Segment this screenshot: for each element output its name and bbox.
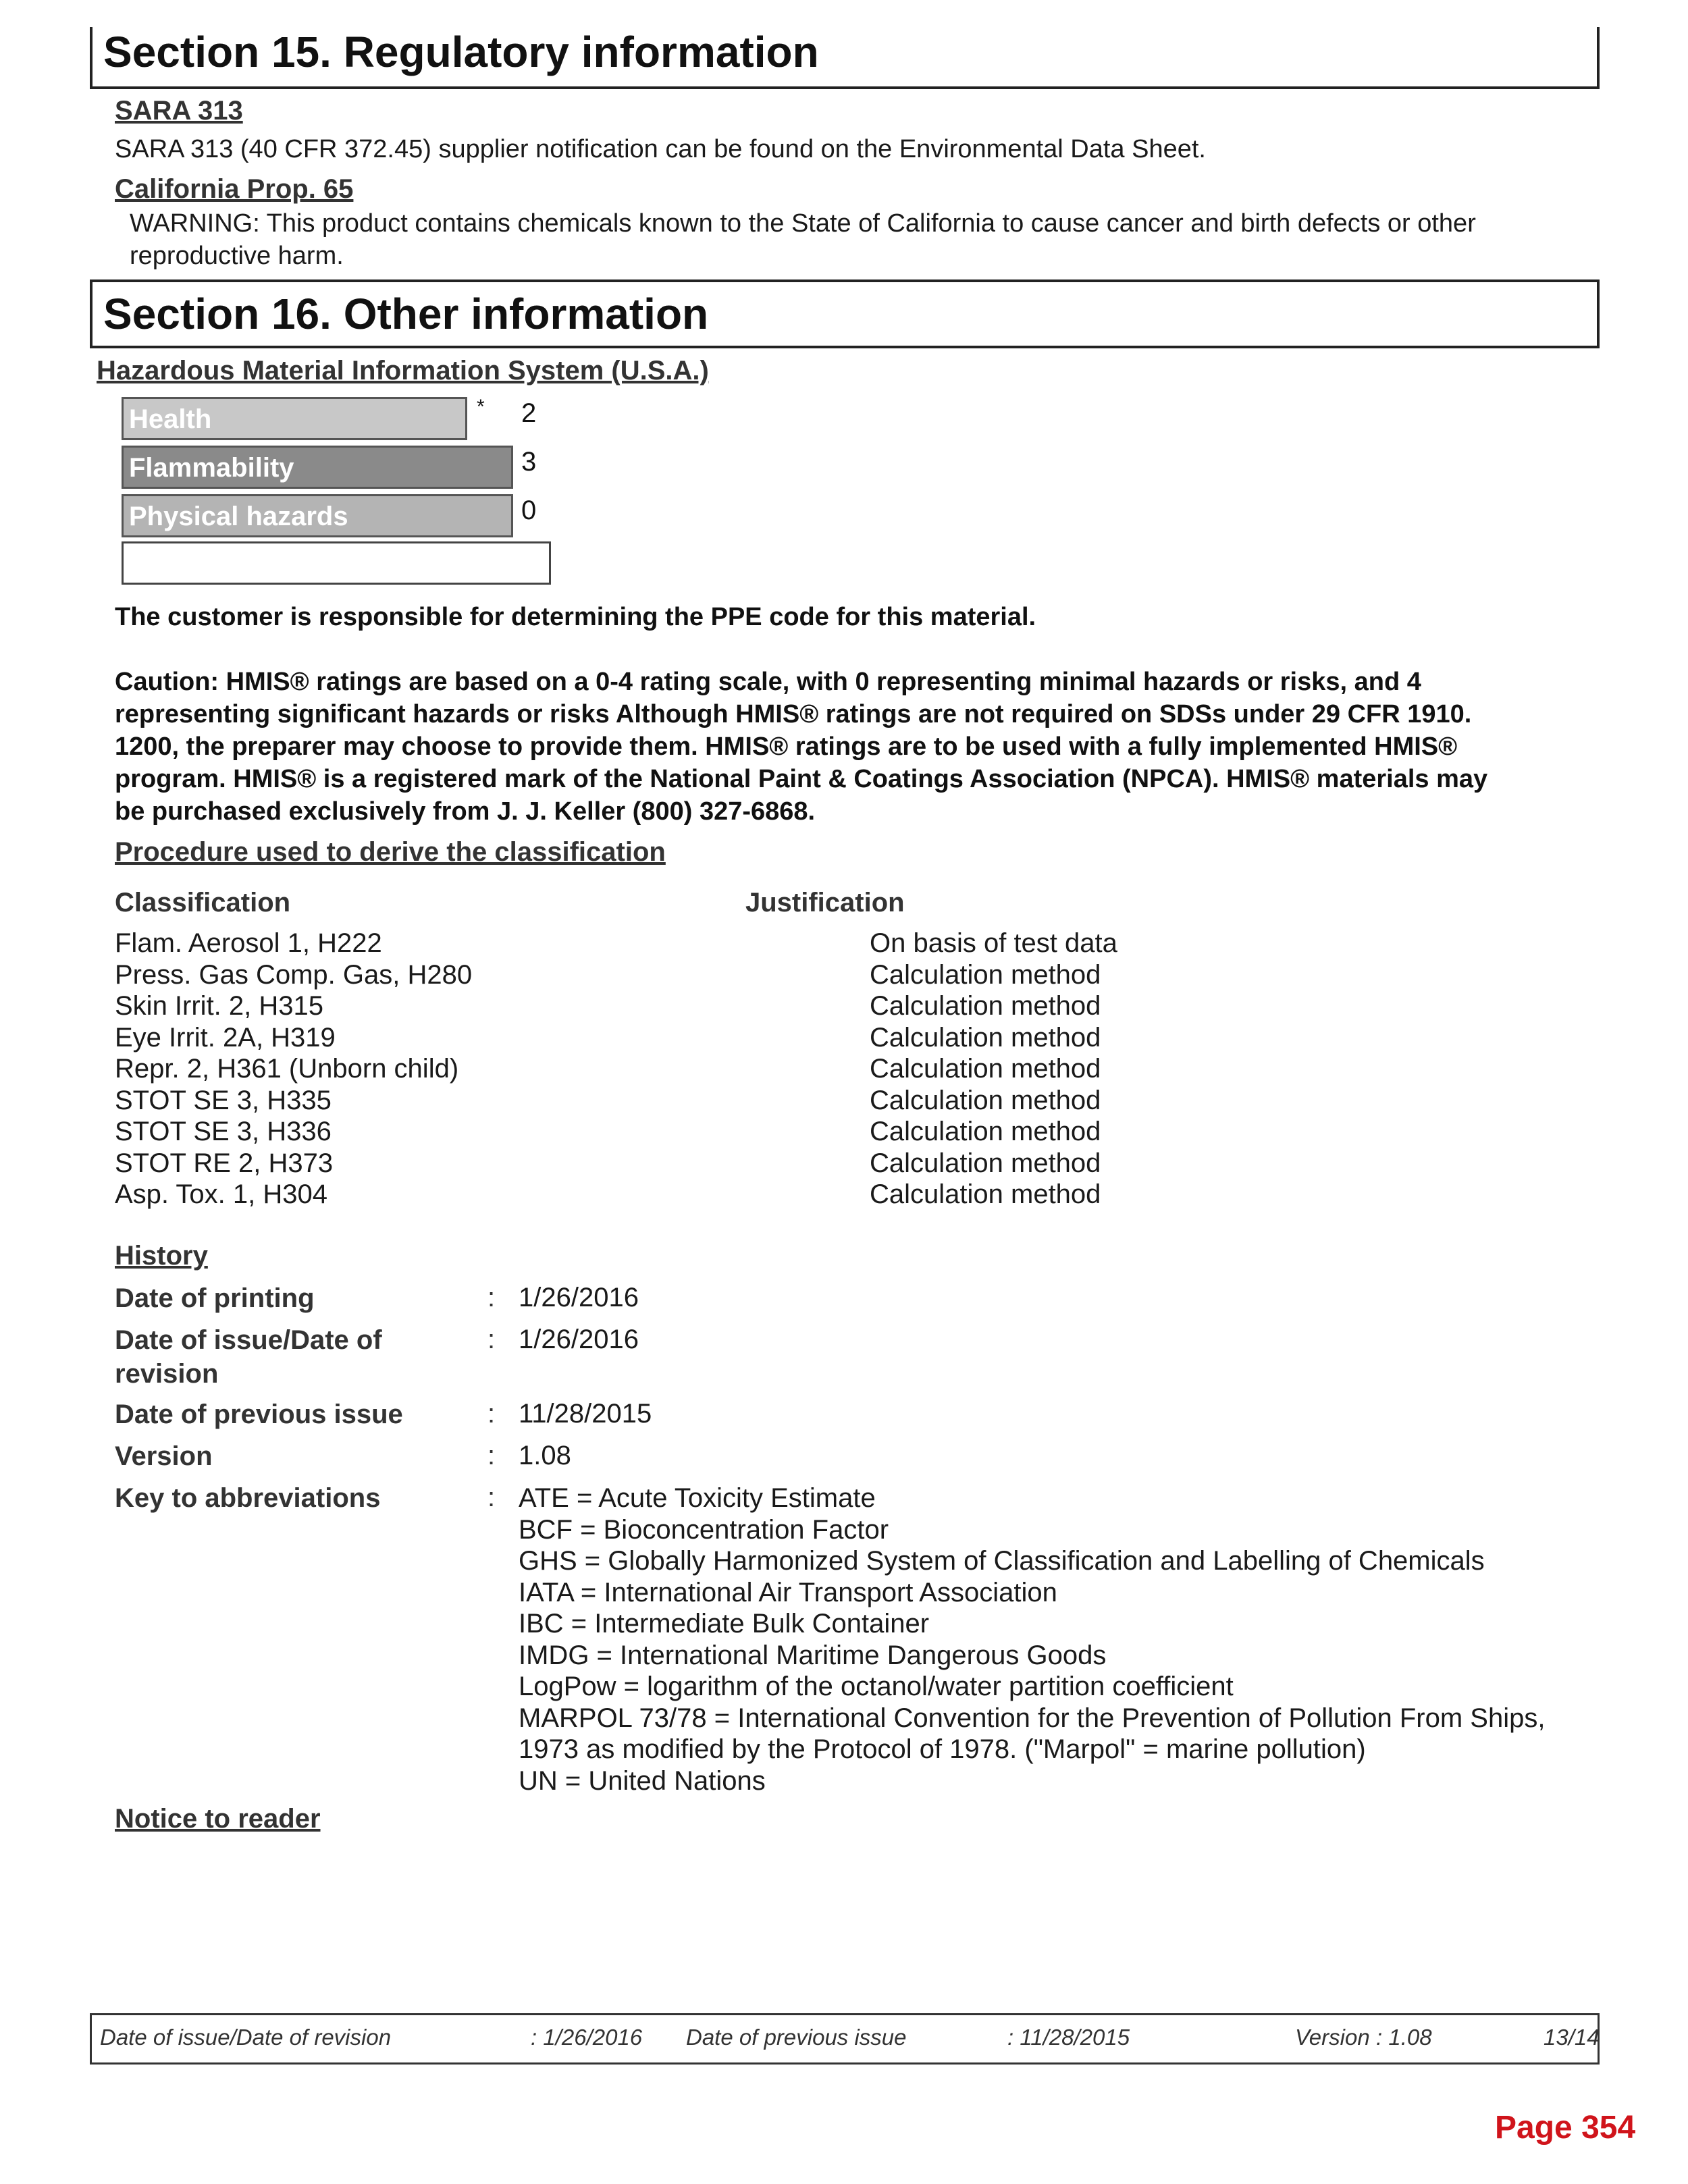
- abbreviation-item: IBC = Intermediate Bulk Container: [519, 1609, 930, 1639]
- section-15-title: Section 15. Regulatory information: [103, 28, 819, 76]
- hmis-physical-hazards-label: Physical hazards: [129, 502, 348, 531]
- caution-line: Caution: HMIS® ratings are based on a 0-4 rating scale, with 0 representing minimal hazards or risks, and 4: [115, 668, 1421, 696]
- caution-line: be purchased exclusively from J. J. Keller (800) 327-6868.: [115, 797, 816, 826]
- justification-item: Calculation method: [870, 991, 1101, 1021]
- classification-item: STOT RE 2, H373: [115, 1148, 334, 1178]
- notice-to-reader-heading: Notice to reader: [115, 1804, 321, 1834]
- prop65-heading: California Prop. 65: [115, 174, 354, 204]
- section-16-title: Section 16. Other information: [103, 290, 709, 338]
- sara-313-text: SARA 313 (40 CFR 372.45) supplier notification can be found on the Environmental Data Sheet.: [115, 135, 1206, 163]
- abbreviation-item: IMDG = International Maritime Dangerous Goods: [519, 1640, 1107, 1670]
- classification-item: STOT SE 3, H335: [115, 1085, 332, 1115]
- footer-issue-label: Date of issue/Date of revision: [100, 2025, 392, 2050]
- footer-previous-issue-value: : 11/28/2015: [1007, 2025, 1130, 2050]
- caution-line: 1200, the preparer may choose to provide them. HMIS® ratings are to be used with a fully implemented HMIS®: [115, 733, 1458, 761]
- ppe-note: The customer is responsible for determining the PPE code for this material.: [115, 603, 1036, 631]
- classification-item: Skin Irrit. 2, H315: [115, 991, 324, 1021]
- date-of-issue-label: [115, 1323, 382, 1391]
- justification-item: Calculation method: [870, 1022, 1101, 1053]
- date-of-issue-label-line1: Date of issue/Date of: [115, 1325, 382, 1355]
- classification-column-header: Classification: [115, 888, 291, 917]
- abbreviation-item: ATE = Acute Toxicity Estimate: [519, 1483, 876, 1513]
- date-of-issue-label-line2: revision: [115, 1359, 219, 1389]
- hmis-health-value: 2: [521, 398, 537, 428]
- justification-item: Calculation method: [870, 1179, 1101, 1209]
- colon: :: [487, 1441, 496, 1470]
- date-of-issue-value: 1/26/2016: [519, 1325, 639, 1354]
- footer-page-number: 13/14: [1544, 2025, 1600, 2050]
- date-of-previous-issue-label: Date of previous issue: [115, 1400, 403, 1429]
- classification-item: Eye Irrit. 2A, H319: [115, 1022, 336, 1053]
- prop65-warning-line1: WARNING: This product contains chemicals known to the State of California to cause cancer and birth defects or other: [130, 209, 1476, 238]
- abbreviation-item: GHS = Globally Harmonized System of Classification and Labelling of Chemicals: [519, 1546, 1485, 1576]
- footer-issue-value: : 1/26/2016: [531, 2025, 643, 2050]
- procedure-heading: Procedure used to derive the classification: [115, 837, 666, 867]
- justification-item: Calculation method: [870, 959, 1101, 990]
- section-15-header: [90, 27, 1600, 89]
- justification-item: Calculation method: [870, 1117, 1101, 1146]
- hmis-flammability-value: 3: [521, 447, 537, 477]
- justification-item: Calculation method: [870, 1148, 1101, 1178]
- abbreviations-list: [519, 1483, 1545, 1796]
- justification-item: On basis of test data: [870, 928, 1117, 958]
- date-of-previous-issue-value: 11/28/2015: [519, 1399, 652, 1429]
- key-to-abbreviations-label: Key to abbreviations: [115, 1483, 381, 1513]
- classification-item: Press. Gas Comp. Gas, H280: [115, 959, 473, 990]
- caution-line: representing significant hazards or risks Although HMIS® ratings are not required on SDSs under 29 CFR 1910.: [115, 700, 1472, 728]
- colon: :: [487, 1325, 496, 1354]
- page-footer: [90, 2013, 1600, 2065]
- abbreviation-item: UN = United Nations: [519, 1765, 766, 1796]
- history-heading: History: [115, 1241, 208, 1271]
- date-of-printing-label: Date of printing: [115, 1283, 315, 1313]
- hmis-health-bar: [122, 397, 467, 440]
- abbreviation-item: 1973 as modified by the Protocol of 1978. ("Marpol" = marine pollution): [519, 1734, 1366, 1764]
- hmis-health-marker: *: [477, 396, 485, 418]
- footer-version-label: Version: [1295, 2025, 1370, 2050]
- sara-313-heading: SARA 313: [115, 96, 243, 126]
- classification-item: Asp. Tox. 1, H304: [115, 1179, 327, 1209]
- justification-item: Calculation method: [870, 1085, 1101, 1115]
- version-label: Version: [115, 1441, 213, 1471]
- classification-item: Flam. Aerosol 1, H222: [115, 928, 382, 958]
- abbreviation-item: MARPOL 73/78 = International Convention for the Prevention of Pollution From Ships,: [519, 1703, 1546, 1733]
- hmis-health-label: Health: [129, 404, 212, 434]
- version-value: 1.08: [519, 1441, 571, 1470]
- colon: :: [487, 1399, 496, 1429]
- abbreviation-item: LogPow = logarithm of the octanol/water partition coefficient: [519, 1672, 1234, 1701]
- footer-previous-issue-label: Date of previous issue: [686, 2025, 907, 2050]
- classification-item: STOT SE 3, H336: [115, 1117, 332, 1146]
- justification-list: [870, 928, 1117, 1210]
- footer-version-value: : 1.08: [1376, 2025, 1432, 2050]
- classification-list: [115, 928, 472, 1210]
- hmis-flammability-label: Flammability: [129, 453, 294, 483]
- caution-line: program. HMIS® is a registered mark of the National Paint & Coatings Association (NPCA). HMIS® materials may: [115, 765, 1488, 793]
- colon: :: [487, 1483, 496, 1512]
- classification-item: Repr. 2, H361 (Unborn child): [115, 1054, 459, 1084]
- date-of-printing-value: 1/26/2016: [519, 1283, 639, 1312]
- colon: :: [487, 1283, 496, 1312]
- hmis-heading: Hazardous Material Information System (U.S.A.): [97, 356, 709, 385]
- hmis-physical-hazards-value: 0: [521, 496, 537, 525]
- hmis-physical-hazards-bar: [122, 494, 513, 537]
- page-stamp: Page 354: [1495, 2110, 1636, 2146]
- abbreviation-item: IATA = International Air Transport Association: [519, 1577, 1057, 1607]
- hmis-ppe-box: [122, 541, 551, 585]
- prop65-warning-line2: reproductive harm.: [130, 242, 344, 270]
- section-16-header: [90, 279, 1600, 348]
- abbreviation-item: BCF = Bioconcentration Factor: [519, 1514, 889, 1545]
- justification-column-header: Justification: [745, 888, 905, 917]
- justification-item: Calculation method: [870, 1054, 1101, 1084]
- hmis-flammability-bar: [122, 446, 513, 489]
